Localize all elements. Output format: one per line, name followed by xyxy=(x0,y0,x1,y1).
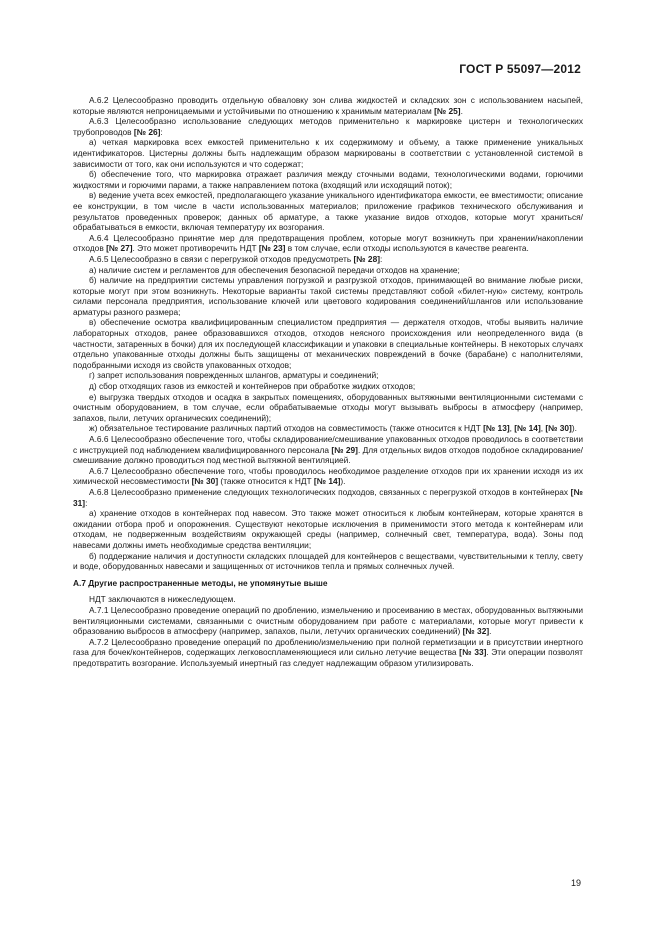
paragraph-text: , xyxy=(540,423,546,434)
paragraph-text: . xyxy=(460,105,463,116)
paragraph-text: : xyxy=(160,126,163,137)
paragraph xyxy=(73,275,583,317)
paragraph-text: б) поддержание наличия и доступности складских площадей для контейнеров с веществами, чувствительными к теплу, свету и воде, оборудованных навесами и защищенных от источников тепла и прямых солнечных лучей. xyxy=(73,550,583,572)
paragraph xyxy=(73,466,583,487)
reference: [№ 25] xyxy=(434,105,461,116)
paragraph xyxy=(73,487,583,508)
reference: [№ 13] xyxy=(483,423,510,434)
paragraph-text: А.6.3 Целесообразно использование следующих методов применительно к маркировке цистерн и технологических трубопроводов xyxy=(73,116,583,137)
paragraph xyxy=(73,434,583,466)
paragraph-text: ). xyxy=(340,476,346,487)
paragraph-text: ). xyxy=(571,423,577,434)
paragraph-text: НДТ заключаются в нижеследующем. xyxy=(89,594,236,605)
paragraph xyxy=(73,265,583,276)
paragraph-text: д) сбор отходящих газов из емкостей и контейнеров при обработке жидких отходов; xyxy=(89,381,416,392)
paragraph xyxy=(73,594,583,605)
reference: [№ 33] xyxy=(459,647,487,658)
paragraph xyxy=(73,392,583,424)
paragraph-text: а) хранение отходов в контейнерах под навесом. Это также может относиться к любым контейнерам, которые хранятся в ожидании отбора проб и опорожнения. Существуют некоторые исключения в применимости этого метода к контейнерам или отходам, не подверженным воздействиям окружающей среды (например, солнечный свет, температура, вода). Зоны под навесами должны иметь необходимые средства вентиляции; xyxy=(73,508,583,550)
paragraph xyxy=(73,233,583,254)
paragraph-text: . xyxy=(489,626,492,637)
paragraph xyxy=(73,95,583,116)
reference: [№ 30] xyxy=(545,423,572,434)
section-heading: А.7 Другие распространенные методы, не упомянутые выше xyxy=(73,577,328,588)
paragraph-text: А.7.1 Целесообразно проведение операций по дроблению, измельчению и просеиванию в местах, оборудованных вытяжными вентиляционными системами, связанными с очистным оборудованием при работе с материалами, которые могут привести к образованию выбросов в атмосферу (например, запахов, пыли, летучих органических соединений) xyxy=(73,604,583,637)
paragraph-text: б) наличие на предприятии системы управления погрузкой и разгрузкой отходов, принимающей во внимание любые риски, которые могут при этом возникнуть. Некоторые варианты такой системы представляют собой «билет-ную» систему, контроль силами персонала предприятия, использование ключей или цветового кодирования соединений/шлангов или использование арматуры разного размера; xyxy=(73,275,583,317)
paragraph-text: А.6.4 Целесообразно принятие мер для предотвращения проблем, которые могут возникнуть при хранении/накоплении отходов xyxy=(73,232,583,254)
paragraph-text: (также относится к НДТ xyxy=(218,476,314,487)
reference: [№ 23] xyxy=(258,243,286,254)
reference: [№ 26] xyxy=(133,126,161,137)
paragraph-text: А.6.5 Целесообразно в связи с перегрузкой отходов предусмотреть xyxy=(89,253,354,264)
page-number: 19 xyxy=(570,878,581,888)
paragraph-text: в том случае, если отходы используются в качестве реагента. xyxy=(285,243,529,254)
paragraph-text: а) наличие систем и регламентов для обеспечения безопасной передачи отходов на хранение; xyxy=(89,264,460,275)
paragraph xyxy=(73,370,583,381)
paragraph-text: . Для отдельных видов отходов подобное складирование/смешивание должно проводиться под местной вытяжной вентиляцией. xyxy=(73,444,584,466)
reference: [№ 29] xyxy=(331,444,358,455)
paragraph-text: . Это может противоречить НДТ xyxy=(132,243,259,254)
reference: [№ 28] xyxy=(353,253,380,264)
paragraph xyxy=(73,423,583,434)
paragraph-text: . Эти операции позволят предотвратить возгорание. Используемый инертный газ следует надлежащим образом утилизировать. xyxy=(73,647,583,668)
paragraph xyxy=(73,116,583,137)
reference: [№ 14] xyxy=(514,423,541,434)
paragraph-text: в) ведение учета всех емкостей, предполагающего указание уникального идентификатора емкости, ее вместимости; описание ее конструкции, в том числе в части использованных материалов; приложение графиков технического обслуживания и результатов проведенных проверок; данных об арматуре, а также указание видов отходов, которые могут храниться/обрабатываться в емкости, включая температуру их возгорания. xyxy=(73,190,583,233)
document-body xyxy=(73,95,583,668)
paragraph xyxy=(73,190,583,232)
paragraph-text: е) выгрузка твердых отходов и осадка в закрытых помещениях, оборудованных вытяжными вентиляционными системами с очистным оборудованием, в том случае, если обрабатываемые отходы могут вызывать выбросы в атмосферу (например, запахов, пыли, летучих органических соединений); xyxy=(73,391,583,423)
paragraph xyxy=(73,605,583,637)
paragraph-text: а) четкая маркировка всех емкостей применительно к их содержимому и объему, а также применение уникальных идентификаторов. Цистерны должны быть надлежащим образом маркированы в соответствии с установленной системой в зависимости от того, как они используются и что содержат; xyxy=(73,137,583,169)
paragraph-text: г) запрет использования поврежденных шлангов, арматуры и соединений; xyxy=(89,370,379,381)
paragraphs-block xyxy=(73,95,583,572)
paragraph xyxy=(73,508,583,550)
paragraph-text: , xyxy=(509,423,515,434)
paragraph-text: : xyxy=(85,497,88,508)
paragraph-text: в) обеспечение осмотра квалифицированным специалистом предприятия — держателя отходов, чтобы выявить наличие лабораторных отходов, ранее образовавшихся отходов, отходов неясного происхождения или неопределенного вида (в частности, затаренных в бочки) для их последующей классификации и упаковки в специальные контейнеры. В некоторых случаях отдельно упакованные отходы должны быть защищены от механических повреждений в бочке (барабане) с наполнителями, подобранными исходя из свойств упакованных отходов; xyxy=(73,317,583,370)
paragraph xyxy=(73,551,583,572)
reference: [№ 14] xyxy=(313,476,341,487)
reference: [№ 31] xyxy=(73,486,583,508)
document-code: ГОСТ Р 55097—2012 xyxy=(459,62,581,76)
reference: [№ 30] xyxy=(191,476,219,487)
paragraph xyxy=(73,381,583,392)
paragraph-text: А.6.6 Целесообразно обеспечение того, чтобы складирование/смешивание упакованных отходов проводилось в соответствии с инструкцией под наблюдением квалифицированного персонала xyxy=(73,434,583,455)
paragraph-text: А.6.8 Целесообразно применение следующих технологических подходов, связанных с перегрузкой отходов в контейнерах xyxy=(89,486,571,497)
paragraph xyxy=(73,637,583,669)
reference: [№ 32] xyxy=(462,626,490,637)
paragraph-text: : xyxy=(380,253,383,264)
reference: [№ 27] xyxy=(106,243,133,254)
paragraph-text: А.7.2 Целесообразно проведение операций по дроблению/измельчению при полной герметизации и в присутствии инертного газа для бочек/контейнеров, содержащих легковоспламеняющиеся или сильно летучие вещества xyxy=(73,636,583,658)
paragraph-text: А.6.7 Целесообразно обеспечение того, чтобы проводилось необходимое разделение отходов при их хранении исходя из их химической несовместимости xyxy=(73,465,583,487)
paragraph xyxy=(73,254,583,265)
paragraph xyxy=(73,137,583,169)
paragraph-text: б) обеспечение того, что маркировка отражает различия между сточными водами, технологическими водами, горючими жидкостями и горючими парами, а также направлением потока (входящий или исходящий поток); xyxy=(73,169,583,190)
paragraph-text: А.6.2 Целесообразно проводить отдельную обваловку зон слива жидкостей и складских зон с использованием насыпей, которые являются непроницаемыми и устойчивыми по отношению к хранимым материалам xyxy=(73,95,583,116)
paragraph xyxy=(73,317,583,370)
paragraph xyxy=(73,169,583,190)
paragraphs-block-after xyxy=(73,594,583,668)
paragraph-text: ж) обязательное тестирование различных партий отходов на совместимость (также относится к НДТ xyxy=(89,423,484,434)
